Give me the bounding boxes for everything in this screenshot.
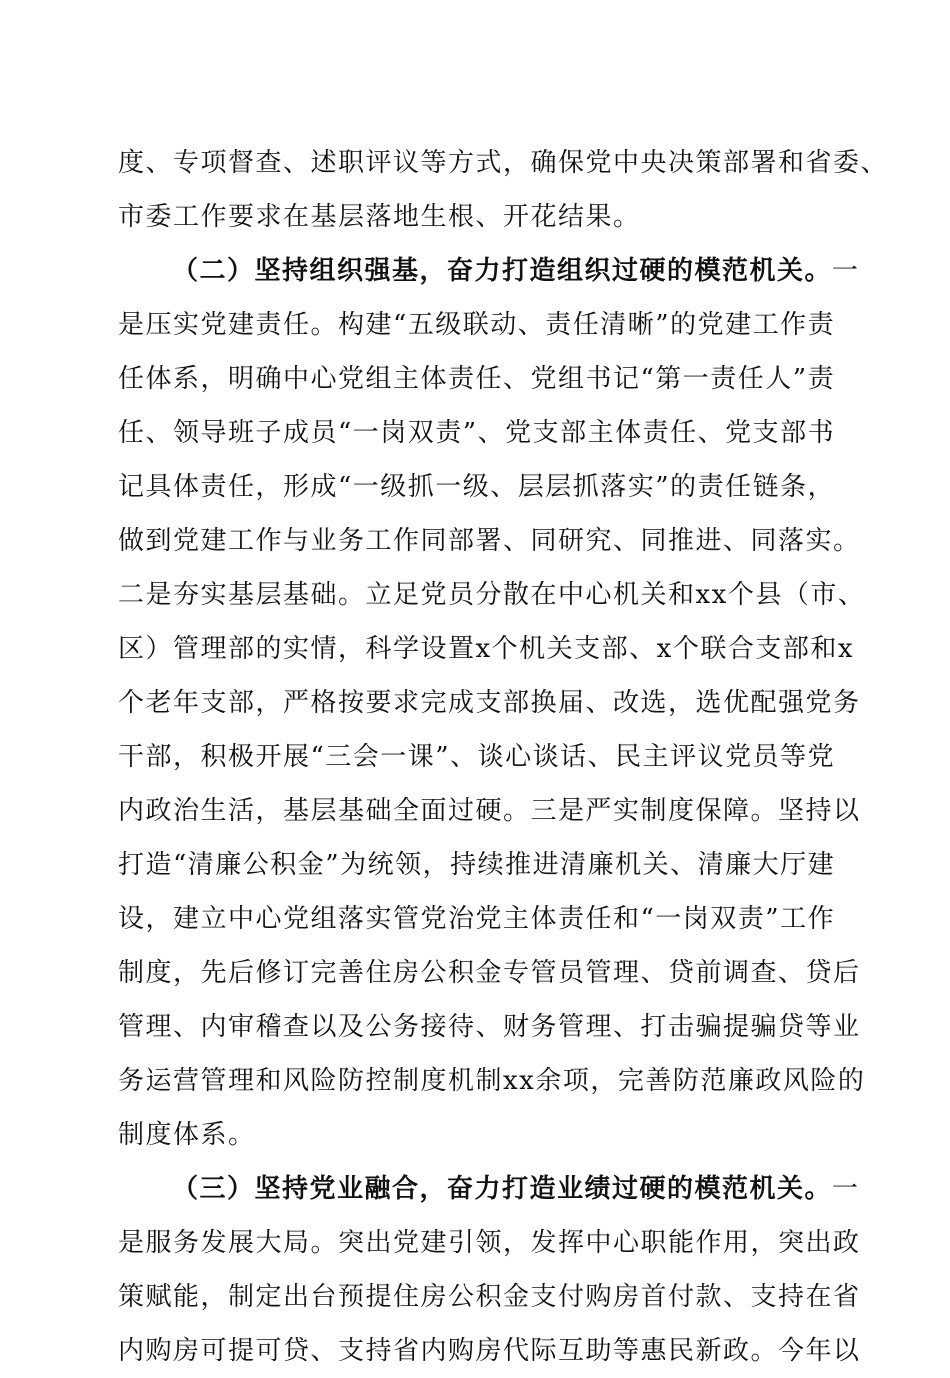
text-line: 区）管理部的实情，科学设置x个机关支部、x个联合支部和x bbox=[118, 634, 854, 664]
section-2-heading-rest: 一 bbox=[832, 256, 860, 286]
text-line: 市委工作要求在基层落地生根、开花结果。 bbox=[118, 202, 641, 232]
text-line: 务运营管理和风险防控制度机制xx余项，完善防范廉政风险的 bbox=[118, 1066, 866, 1096]
text-line: 做到党建工作与业务工作同部署、同研究、同推进、同落实。 bbox=[118, 526, 861, 556]
text-line: 内政治生活，基层基础全面过硬。三是严实制度保障。坚持以 bbox=[118, 796, 861, 826]
text-line: 度、专项督查、述职评议等方式，确保党中央决策部署和省委、 bbox=[118, 148, 889, 178]
text-line: 记具体责任，形成“一级抓一级、层层抓落实”的责任链条， bbox=[118, 472, 836, 502]
text-line: 干部，积极开展“三会一课”、谈心谈话、民主评议党员等党 bbox=[118, 742, 836, 772]
section-2-heading-line bbox=[118, 244, 860, 298]
text-line: 是服务发展大局。突出党建引领，发挥中心职能作用，突出政 bbox=[118, 1228, 861, 1258]
text-line: 打造“清廉公积金”为统领，持续推进清廉机关、清廉大厅建 bbox=[118, 850, 836, 880]
text-line: 策赋能，制定出台预提住房公积金支付购房首付款、支持在省 bbox=[118, 1282, 861, 1312]
text-line: 制度，先后修订完善住房公积金专管员管理、贷前调查、贷后 bbox=[118, 958, 861, 988]
text-line: 设，建立中心党组落实管党治党主体责任和“一岗双责”工作 bbox=[118, 904, 836, 934]
text-line: 内购房可提可贷、支持省内购房代际互助等惠民新政。今年以 bbox=[118, 1336, 861, 1366]
section-3-heading-line bbox=[118, 1162, 860, 1216]
text-line: 管理、内审稽查以及公务接待、财务管理、打击骗提骗贷等业 bbox=[118, 1012, 861, 1042]
text-line: 二是夯实基层基础。立足党员分散在中心机关和xx个县（市、 bbox=[118, 580, 866, 610]
text-line: 任体系，明确中心党组主体责任、党组书记“第一责任人”责 bbox=[118, 364, 836, 394]
text-line: 是压实党建责任。构建“五级联动、责任清晰”的党建工作责 bbox=[118, 310, 836, 340]
text-line: 任、领导班子成员“一岗双责”、党支部主体责任、党支部书 bbox=[118, 418, 836, 448]
document-page bbox=[118, 136, 889, 1378]
text-line: 个老年支部，严格按要求完成支部换届、改选，选优配强党务 bbox=[118, 688, 861, 718]
text-line: 制度体系。 bbox=[118, 1120, 256, 1150]
section-3-heading: （三）坚持党业融合，奋力打造业绩过硬的模范机关。 bbox=[172, 1174, 833, 1204]
section-3-heading-rest: 一 bbox=[832, 1174, 860, 1204]
section-2-heading: （二）坚持组织强基，奋力打造组织过硬的模范机关。 bbox=[172, 256, 833, 286]
